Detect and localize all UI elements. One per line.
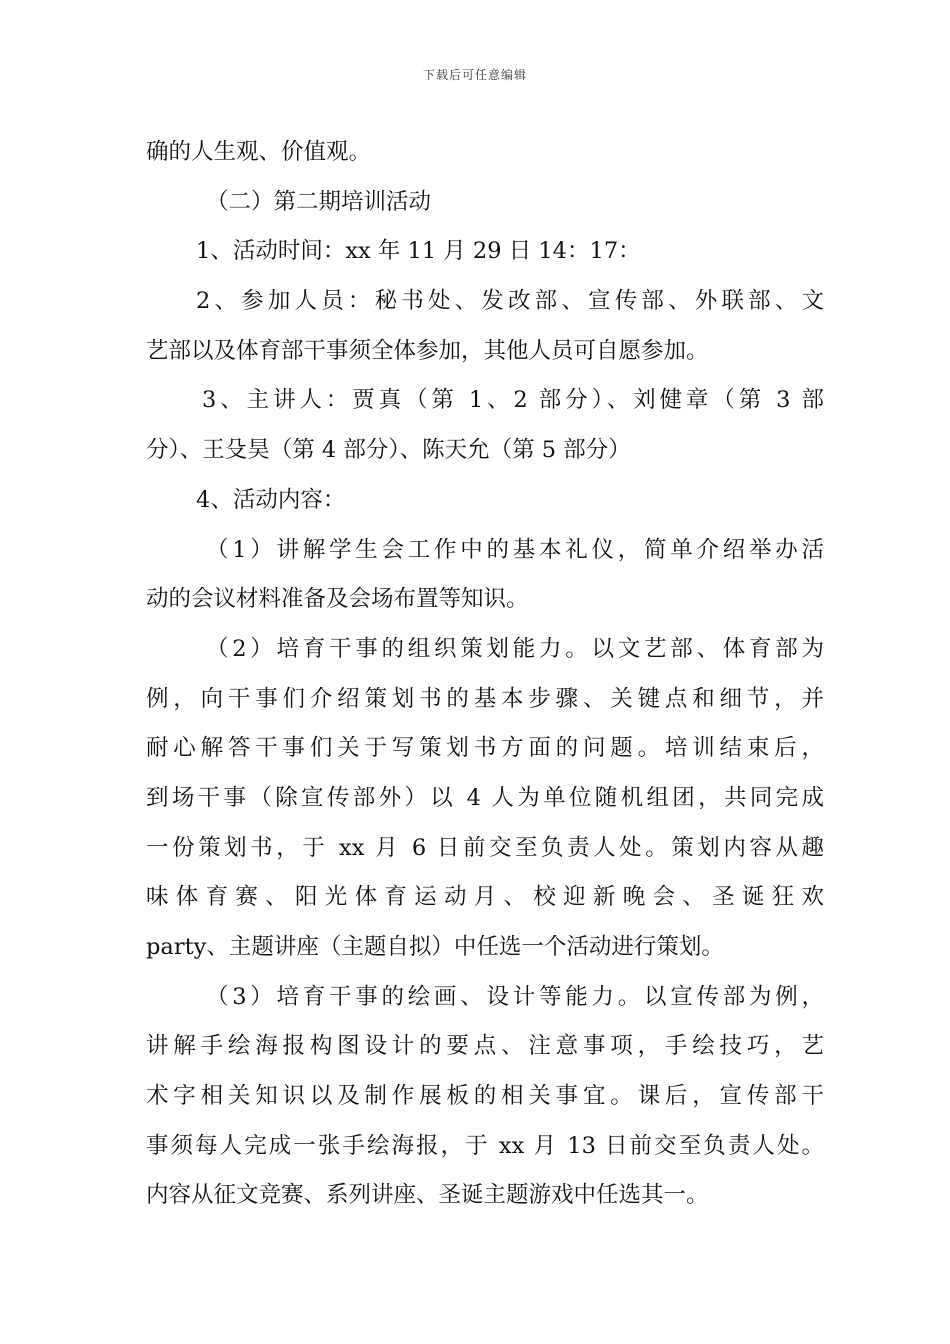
content-item-2-line-1: （2）培育干事的组织策划能力。以文艺部、体育部为 bbox=[206, 635, 824, 662]
activity-content-heading: 4、活动内容： bbox=[196, 486, 346, 513]
speakers-line-1: 3、主讲人：贾真（第 1、2 部分）、刘健章（第 3 部 bbox=[202, 387, 824, 414]
content-item-2-line-5: 一份策划书，于 xx 月 6 日前交至负责人处。策划内容从趣 bbox=[146, 834, 824, 861]
page-header: 下载后可任意编辑 bbox=[422, 68, 527, 82]
content-item-2-line-6: 味体育赛、阳光体育运动月、校迎新晚会、圣诞狂欢 bbox=[146, 884, 824, 911]
content-item-3-line-1: （3）培育干事的绘画、设计等能力。以宣传部为例， bbox=[206, 983, 824, 1010]
content-item-2-line-3: 耐心解答干事们关于写策划书方面的问题。培训结束后， bbox=[146, 735, 824, 762]
content-item-2-line-7: party、主题讲座（主题自拟）中任选一个活动进行策划。 bbox=[146, 934, 724, 960]
document-body bbox=[146, 128, 824, 1221]
content-item-2-line-4: 到场干事（除宣传部外）以 4 人为单位随机组团，共同完成 bbox=[146, 784, 824, 811]
participants-line-2: 艺部以及体育部干事须全体参加，其他人员可自愿参加。 bbox=[146, 337, 709, 364]
content-item-3-line-2: 讲解手绘海报构图设计的要点、注意事项，手绘技巧，艺 bbox=[146, 1033, 824, 1060]
section-heading: （二）第二期培训活动 bbox=[206, 188, 432, 215]
content-item-3-line-4: 事须每人完成一张手绘海报，于 xx 月 13 日前交至负责人处。 bbox=[146, 1132, 824, 1159]
content-item-3-line-5: 内容从征文竞赛、系列讲座、圣诞主题游戏中任选其一。 bbox=[146, 1182, 709, 1209]
participants-line-1: 2、参加人员：秘书处、发改部、宣传部、外联部、文 bbox=[196, 288, 824, 315]
content-item-1-line-2: 动的会议材料准备及会场布置等知识。 bbox=[146, 586, 529, 613]
activity-time: 1、活动时间：xx 年 11 月 29 日 14：17： bbox=[196, 238, 641, 265]
body-line: 确的人生观、价值观。 bbox=[146, 139, 372, 165]
content-item-2-line-2: 例，向干事们介绍策划书的基本步骤、关键点和细节，并 bbox=[146, 685, 824, 712]
content-item-1-line-1: （1）讲解学生会工作中的基本礼仪，简单介绍举办活 bbox=[206, 536, 824, 563]
speakers-line-2: 分）、王殳昊（第 4 部分）、陈天允（第 5 部分） bbox=[146, 437, 631, 464]
content-item-3-line-3: 术字相关知识以及制作展板的相关事宜。课后，宣传部干 bbox=[146, 1083, 824, 1110]
